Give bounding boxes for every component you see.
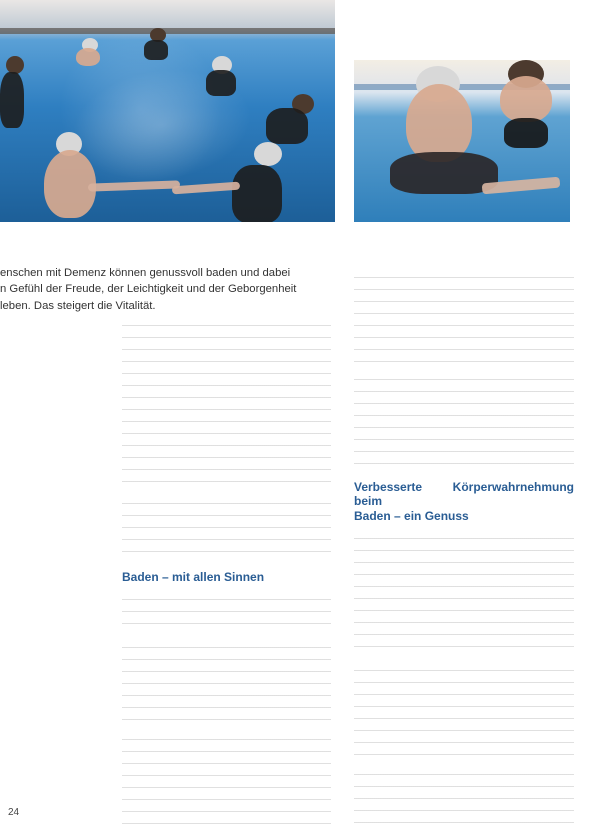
left-column bbox=[122, 318, 331, 838]
person-swimsuit bbox=[0, 72, 24, 128]
person-head bbox=[254, 142, 282, 166]
person-body bbox=[76, 48, 100, 66]
lead-line-3: leben. Das steigert die Vitalität. bbox=[0, 299, 156, 312]
person-swimsuit bbox=[144, 40, 168, 60]
pool-photo-right bbox=[354, 60, 570, 222]
right-section-heading bbox=[354, 480, 574, 523]
person-swimsuit bbox=[232, 165, 282, 222]
left-section-heading: Baden – mit allen Sinnen bbox=[122, 570, 265, 584]
right-paragraph-4 bbox=[354, 663, 574, 759]
person-swimsuit bbox=[266, 108, 308, 144]
left-paragraph-5 bbox=[122, 732, 331, 830]
pool-wall bbox=[0, 0, 335, 28]
right-paragraph-2 bbox=[354, 372, 574, 470]
left-paragraph-2 bbox=[122, 496, 331, 560]
woman-face-and-body bbox=[406, 84, 472, 162]
pool-photo-left bbox=[0, 0, 335, 222]
right-section-heading-line-2: Baden – ein Genuss bbox=[354, 508, 469, 523]
right-paragraph-5 bbox=[354, 767, 574, 827]
right-paragraph-3 bbox=[354, 531, 574, 655]
left-paragraph-1 bbox=[122, 318, 331, 488]
page-number: 24 bbox=[8, 807, 20, 818]
woman-face-and-body bbox=[500, 76, 552, 122]
lead-line-1: enschen mit Demenz können genussvoll baden und dabei bbox=[0, 267, 291, 279]
person-swimsuit bbox=[206, 70, 236, 96]
right-section-heading-line-1: Verbesserte Körperwahrnehmung beim bbox=[354, 480, 574, 509]
right-paragraph-1 bbox=[354, 270, 574, 364]
person-arm bbox=[172, 182, 240, 195]
left-paragraph-3 bbox=[122, 592, 331, 632]
lead-text bbox=[0, 265, 330, 314]
pool-rim bbox=[0, 28, 335, 34]
left-paragraph-4 bbox=[122, 640, 331, 724]
right-column bbox=[354, 270, 574, 835]
lead-line-2: n Gefühl der Freude, der Leichtigkeit und der Geborgenheit bbox=[0, 283, 297, 296]
woman-swimsuit bbox=[504, 118, 548, 148]
